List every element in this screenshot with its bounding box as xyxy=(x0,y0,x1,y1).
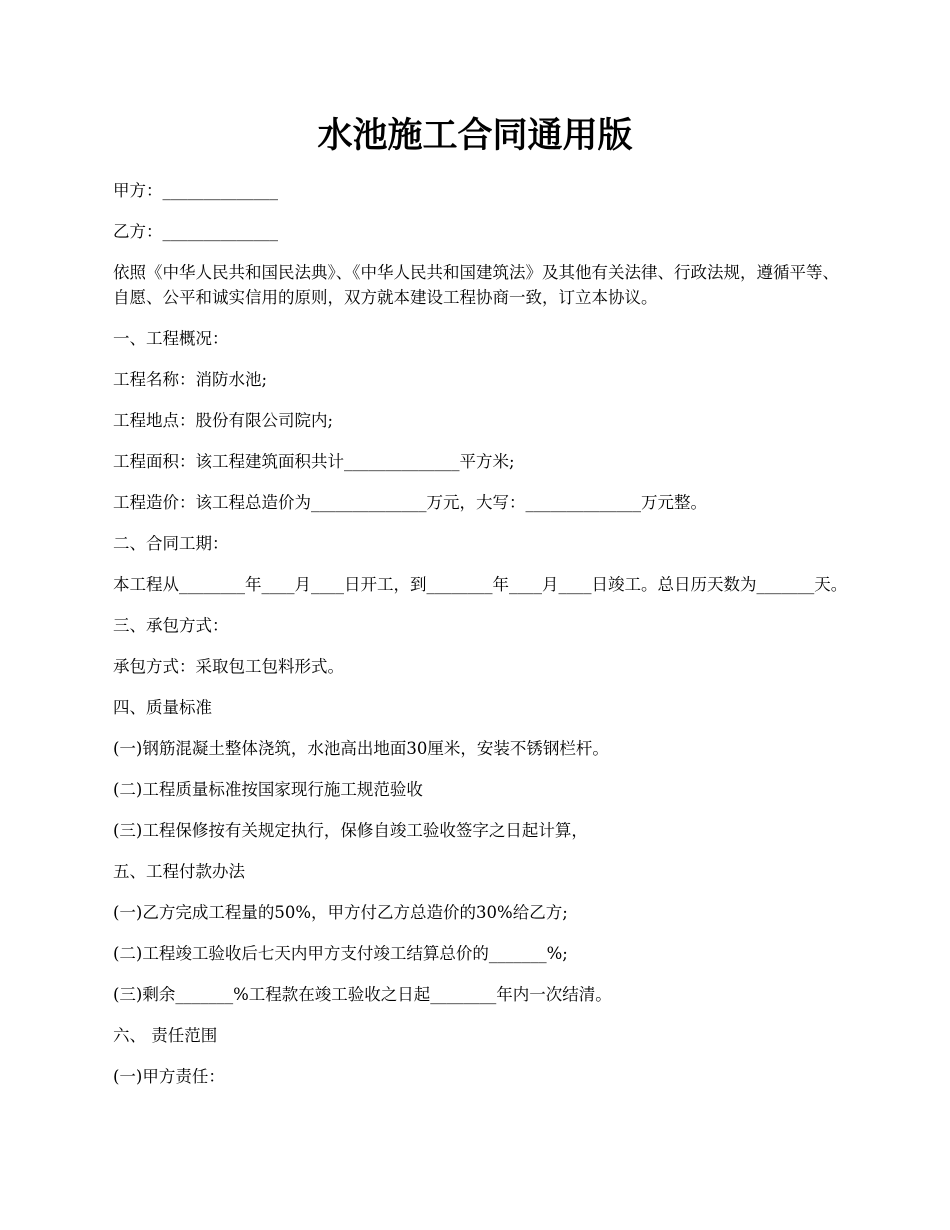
party-a-responsibility-heading: (一)甲方责任： xyxy=(113,1067,225,1086)
quality-item-3: (三)工程保修按有关规定执行，保修自竣工验收签字之日起计算， xyxy=(113,821,588,840)
payment-item-3: (三)剩余_______%工程款在竣工验收之日起________年内一次结清。 xyxy=(113,985,612,1004)
project-cost-line: 工程造价：该工程总造价为______________万元，大写：______________万元整。 xyxy=(113,493,707,512)
document-body xyxy=(113,178,848,1105)
section-heading-quality-standard: 四、质量标准 xyxy=(113,698,212,717)
payment-item-2: (二)工程竣工验收后七天内甲方支付竣工结算总价的_______%; xyxy=(113,944,568,963)
section-heading-contracting-method: 三、承包方式： xyxy=(113,616,229,635)
section-heading-payment: 五、工程付款办法 xyxy=(113,862,245,881)
contracting-method-line: 承包方式：采取包工包料形式。 xyxy=(113,657,344,676)
payment-item-1: (一)乙方完成工程量的50%，甲方付乙方总造价的30%给乙方; xyxy=(113,903,568,922)
project-area-line: 工程面积：该工程建筑面积共计______________平方米; xyxy=(113,452,515,471)
project-name-line: 工程名称：消防水池; xyxy=(113,370,268,389)
quality-item-2: (二)工程质量标准按国家现行施工规范验收 xyxy=(113,780,423,799)
contract-period-paragraph: 本工程从________年____月____日开工，到________年____月____日竣工。总日历天数为_______天。 xyxy=(113,575,848,594)
quality-item-1: (一)钢筋混凝土整体浇筑，水池高出地面30厘米，安装不锈钢栏杆。 xyxy=(113,739,609,758)
preamble-paragraph: 依照《中华人民共和国民法典》、《中华人民共和国建筑法》及其他有关法律、行政法规，遵循平等、自愿、公平和诚实信用的原则，双方就本建设工程协商一致，订立本协议。 xyxy=(113,263,839,307)
party-b-line: 乙方：______________ xyxy=(113,222,278,241)
project-location-line: 工程地点：股份有限公司院内; xyxy=(113,411,334,430)
section-heading-contract-period: 二、合同工期： xyxy=(113,534,229,553)
document-title: 水池施工合同通用版 xyxy=(317,115,633,156)
section-heading-responsibility: 六、 责任范围 xyxy=(113,1026,218,1045)
party-a-line: 甲方：______________ xyxy=(113,181,278,200)
section-heading-project-overview: 一、工程概况： xyxy=(113,329,229,348)
